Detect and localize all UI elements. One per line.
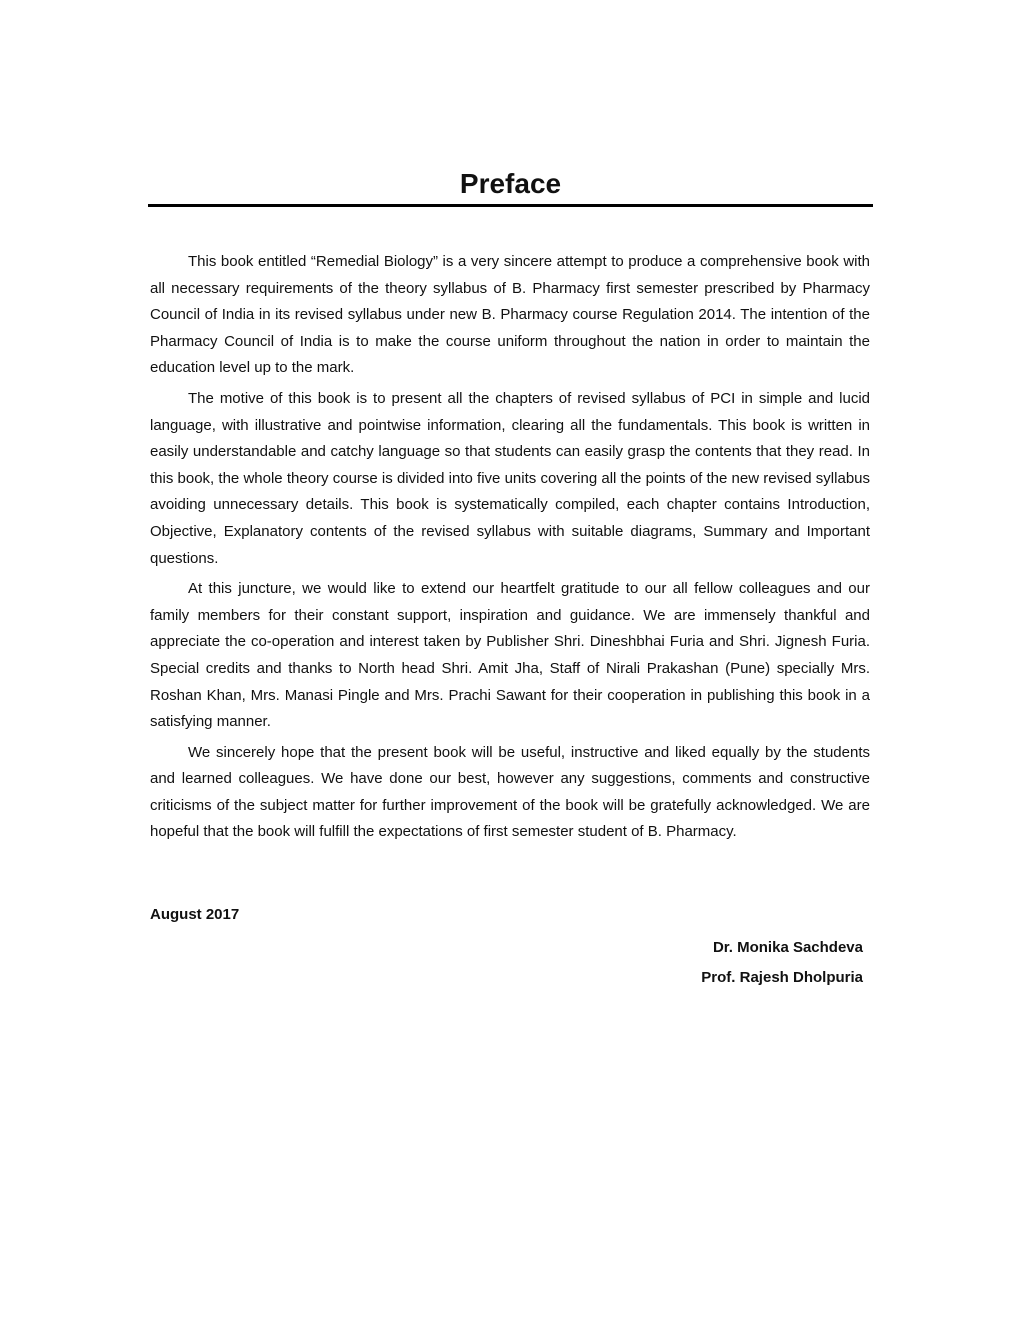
page-title: Preface — [459, 168, 562, 199]
title-underline-divider — [148, 204, 873, 207]
author-name: Prof. Rajesh Dholpuria — [701, 969, 863, 986]
author-name: Dr. Monika Sachdeva — [712, 939, 863, 956]
preface-body — [150, 249, 870, 850]
paragraph-acknowledgements: At this juncture, we would like to extend our heartfelt gratitude to our all fellow colleagues and our family members for their constant support, inspiration and guidance. We are immensely thankful and appreciate the co-operation and interest taken by Publisher Shri. Dineshbhai Furia and Shri. Jignesh Furia. Special credits and thanks to North head Shri. Amit Jha, Staff of Nirali Prakashan (Pune) specially Mrs. Roshan Khan, Mrs. Manasi Pingle and Mrs. Prachi Sawant for their cooperation in publishing this book in a satisfying manner. — [150, 580, 870, 731]
paragraph-intro: This book entitled “Remedial Biology” is a very sincere attempt to produce a comprehensive book with all necessary requirements of the theory syllabus of B. Pharmacy first semester prescribed by Pharmacy Council of India in its revised syllabus under new B. Pharmacy course Regulation 2014. The intention of the Pharmacy Council of India is to make the course uniform throughout the nation in order to maintain the education level up to the mark. — [150, 253, 870, 377]
paragraph-closing: We sincerely hope that the present book will be useful, instructive and liked equally by the students and learned colleagues. We have done our best, however any suggestions, comments and constructive criticisms of the subject matter for further improvement of the book will be gratefully acknowledged. We are hopeful that the book will fulfill the expectations of first semester student of B. Pharmacy. — [150, 743, 870, 841]
paragraph-motive: The motive of this book is to present all the chapters of revised syllabus of PCI in simple and lucid language, with illustrative and pointwise information, clearing all the fundamentals. This book is written in easily understandable and catchy language so that students can easily grasp the contents that they read. In this book, the whole theory course is divided into five units covering all the points of the new revised syllabus avoiding unnecessary details. This book is systematically compiled, each chapter contains Introduction, Objective, Explanatory contents of the revised syllabus with suitable diagrams, Summary and Important questions. — [150, 389, 870, 567]
author-signatures — [701, 933, 863, 993]
preface-date: August 2017 — [150, 906, 240, 923]
